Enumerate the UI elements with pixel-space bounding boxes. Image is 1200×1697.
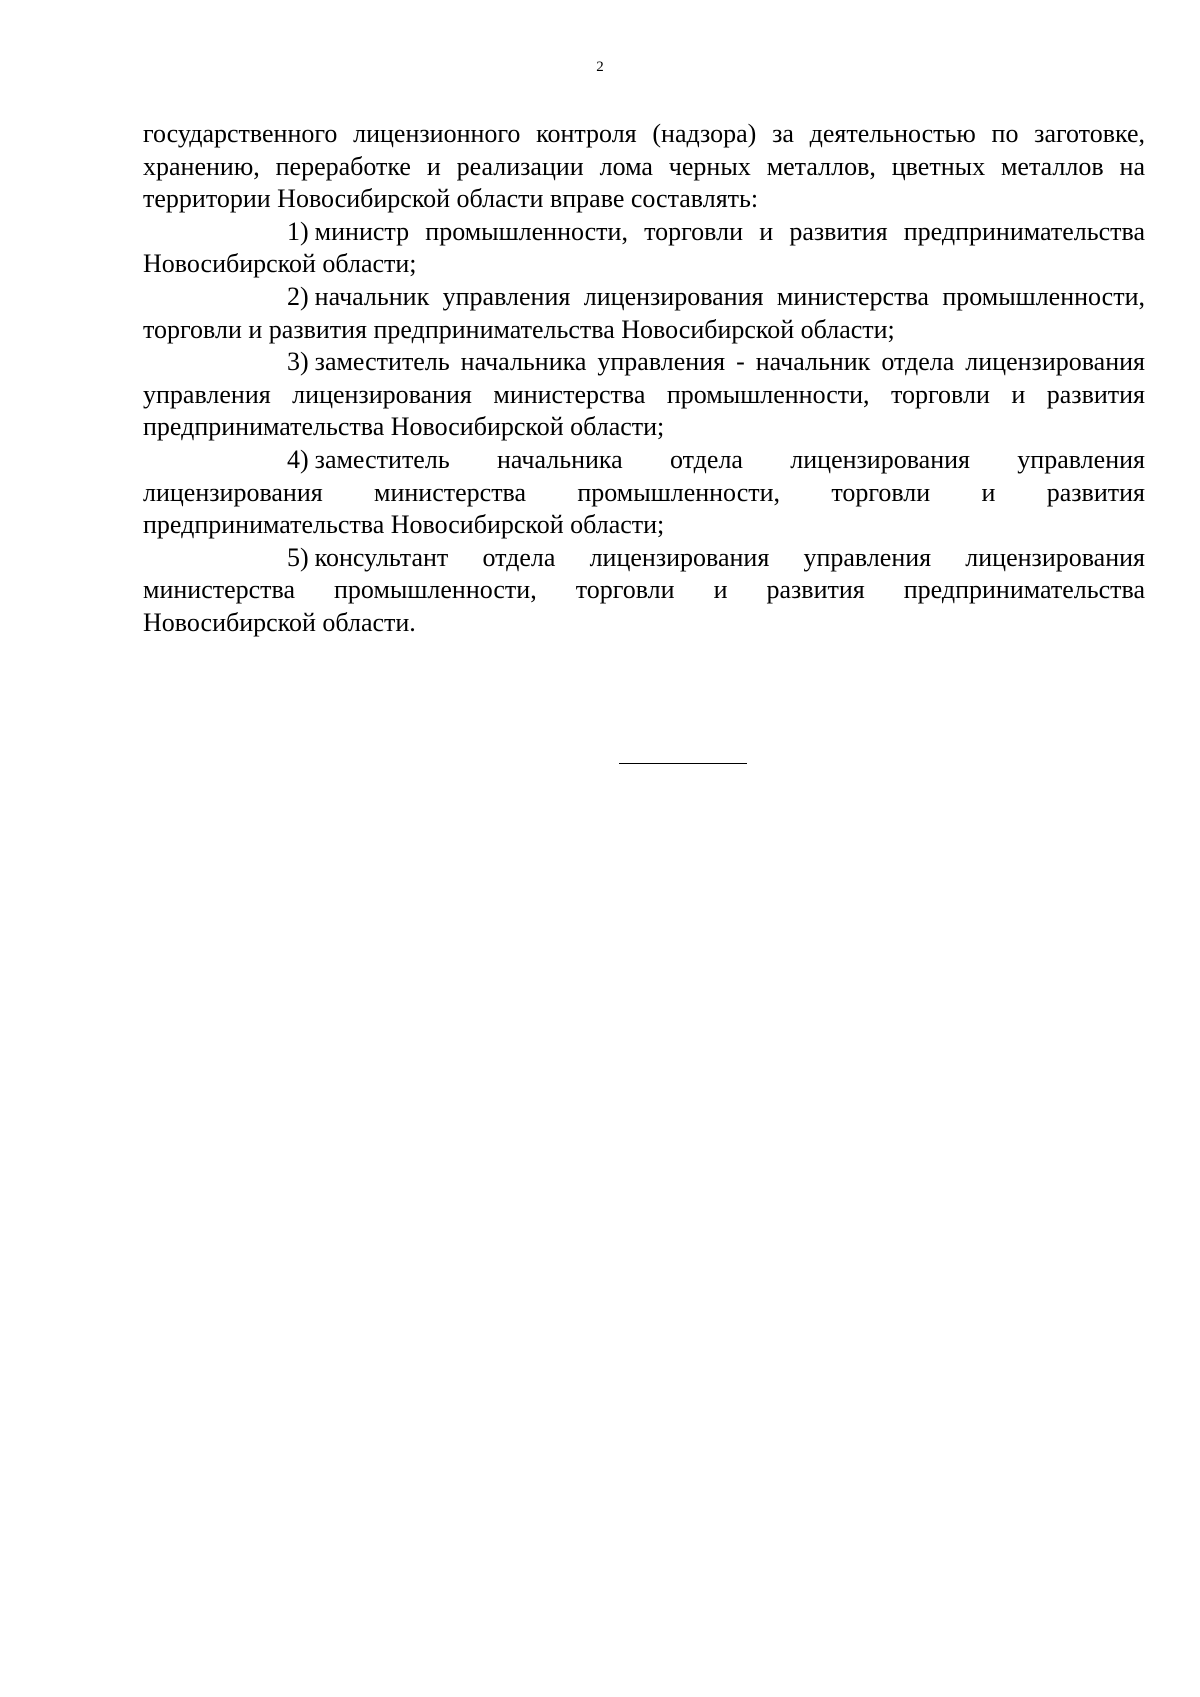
list-item-number: 2)	[287, 281, 309, 311]
list-item-number: 4)	[287, 444, 309, 474]
list-item-1	[143, 216, 1145, 281]
list-item-number: 3)	[287, 347, 309, 377]
list-item-5	[143, 542, 1145, 640]
list-item-number: 5)	[287, 542, 309, 572]
list-item-4	[143, 444, 1145, 542]
document-body	[143, 118, 1145, 640]
list-item-text: министр промышленности, торговли и развития предпринимательства Новосибирской области;	[143, 216, 1145, 279]
list-item-text: начальник управления лицензирования министерства промышленности, торговли и развития предпринимательства Новосибирской области;	[143, 281, 1145, 344]
page-number: 2	[596, 59, 604, 75]
list-item-text: заместитель начальника отдела лицензирования управления лицензирования министерства промышленности, торговли и развития предпринимательства Новосибирской области;	[143, 444, 1145, 540]
end-of-document-rule	[619, 763, 747, 764]
list-item-text: консультант отдела лицензирования управления лицензирования министерства промышленности, торговли и развития предпринимательства Новосибирской области.	[143, 542, 1145, 637]
list-item-number: 1)	[287, 216, 309, 246]
list-item-text: заместитель начальника управления - начальник отдела лицензирования управления лицензирования министерства промышленности, торговли и развития предпринимательства Новосибирской области;	[143, 347, 1145, 442]
list-item-2	[143, 281, 1145, 346]
list-item-3	[143, 346, 1145, 444]
intro-paragraph: государственного лицензионного контроля (надзора) за деятельностью по заготовке, хранению, переработке и реализации лома черных металлов, цветных металлов на территории Новосибирской области вправе составлять:	[143, 119, 1145, 214]
